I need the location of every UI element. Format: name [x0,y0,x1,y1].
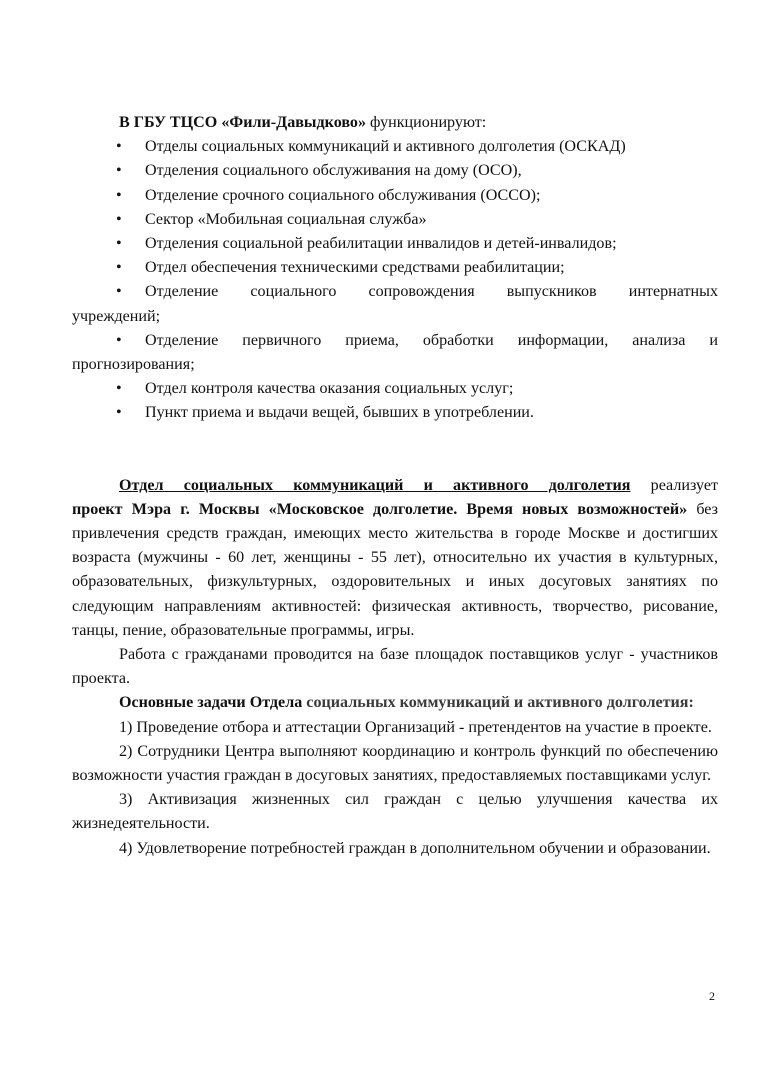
bullet-icon: • [116,380,122,398]
list-item: • Отделы социальных коммуникаций и активного долголетия (ОСКАД) [72,135,718,159]
bullet-icon: • [116,331,122,349]
list-item: • Отделения социального обслуживания на дому (ОСО), [72,159,718,183]
list-item-wrapped: • Отделение первичного приема, обработки информации, анализа и прогнозирования; [72,329,718,377]
project-paragraph [72,498,718,643]
project-name: проект Мэра г. Москвы «Московское долголетие. Время новых возможностей» [72,500,688,518]
task-item: 4) Удовлетворение потребностей граждан в дополнительном обучении и образовании. [119,839,711,857]
task-item: 1) Проведение отбора и аттестации Организаций - претендентов на участие в проекте. [119,718,712,736]
task-item: 2) Сотрудники Центра выполняют координацию и контроль функций по обеспечению возможности участия граждан в досуговых занятиях, предоставляемых поставщиками услуг. [72,742,718,785]
intro-line [72,111,718,135]
page-number: 2 [709,989,715,1003]
list-item: • Отделения социальной реабилитации инвалидов и детей-инвалидов; [72,232,718,256]
list-item: • Отдел обеспечения техническими средствами реабилитации; [72,256,718,280]
departments-list [72,135,718,280]
list-item: • Пункт приема и выдачи вещей, бывших в употреблении. [72,401,718,425]
list-item-wrapped: • Отделение социального сопровождения выпускников интернатных учреждений; [72,280,718,328]
departments-list-tail [72,377,718,425]
list-item: • Сектор «Мобильная социальная служба» [72,208,718,232]
bullet-icon: • [116,210,122,228]
bullet-icon: • [116,235,122,253]
bullet-icon: • [116,162,122,180]
intro-organization: В ГБУ ТЦСО «Фили-Давыдково» [119,114,367,131]
bullet-icon: • [116,404,122,422]
section-heading: Отдел социальных коммуникаций и активного долголетия [119,476,631,494]
list-item: • Отдел контроля качества оказания социальных услуг; [72,377,718,401]
bullet-icon: • [116,186,122,204]
task-item: 3) Активизация жизненных сил граждан с целью улучшения качества их жизнедеятельности. [72,791,718,833]
tasks-heading: Основные задачи Отдела социальных коммуникаций и активного долголетия: [119,694,694,712]
project-description: без привлечения средств граждан, имеющих место жительства в городе Москве и достигших возраста (мужчины - 60 лет, женщины - 55 лет), относительно их участия в культурных, образовательных, физкультурных, оздоровительных и иных досуговых занятиях по следующим направлениям активностей: физическая активность, творчество, рисование, танцы, пение, образовательные программы, игры. [72,500,718,639]
list-item: • Отделение срочного социального обслуживания (ОССО); [72,184,718,208]
bullet-icon: • [116,138,122,156]
spacer [72,426,718,474]
section-heading-line: Отдел социальных коммуникаций и активного долголетия реализует [119,476,718,494]
bullet-icon: • [116,259,122,277]
bullet-icon: • [116,283,122,301]
work-paragraph: Работа с гражданами проводится на базе площадок поставщиков услуг - участников проекта. [72,646,718,688]
intro-rest: функционируют: [366,114,487,131]
document-page [72,111,718,861]
